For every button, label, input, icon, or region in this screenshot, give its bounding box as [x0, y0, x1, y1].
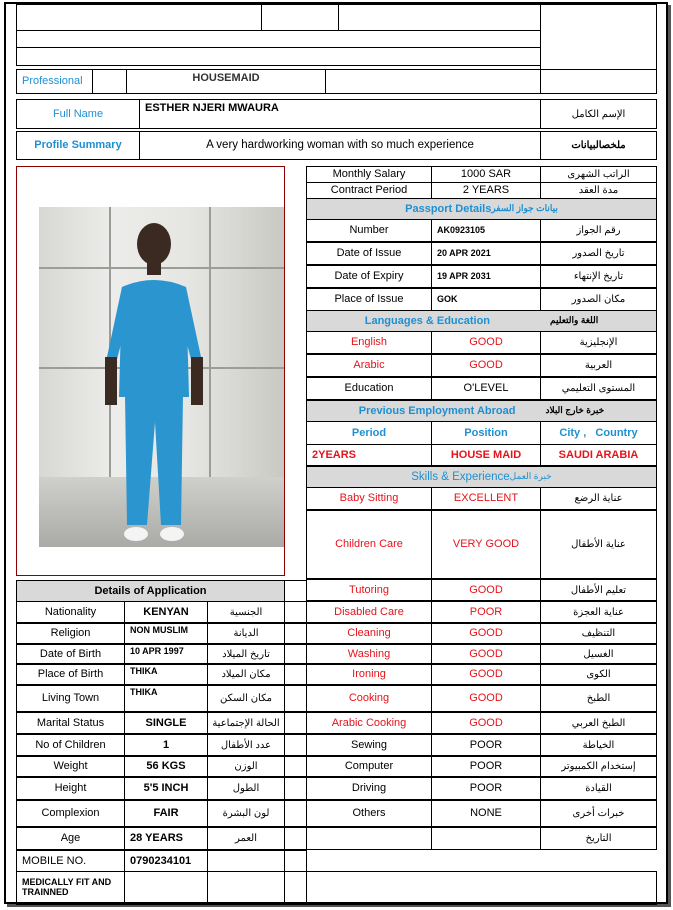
blank-cell [284, 644, 307, 664]
application-row-ar: مكان الميلاد [207, 664, 285, 685]
application-row-value: 28 YEARS [124, 827, 208, 850]
skill-row-label: Ironing [306, 664, 432, 685]
skills-header [306, 466, 657, 488]
blank-cell [284, 664, 307, 685]
employment-title-ar: خبرة خارج البلاد [545, 405, 605, 416]
skill-row-value: POOR [431, 756, 541, 777]
blank-cell [284, 712, 307, 734]
application-row-ar: عدد الأطفال [207, 734, 285, 756]
blank-cell [284, 800, 307, 827]
application-header: Details of Application [16, 580, 285, 602]
application-row-label: Age [16, 827, 125, 850]
full-name-value: ESTHER NJERI MWAURA [139, 99, 541, 129]
salary-value: 1000 SAR [431, 166, 541, 183]
skill-row-value: NONE [431, 800, 541, 827]
profile-summary-ar: ملخصالبيانات [540, 131, 657, 160]
blank-cell [284, 756, 307, 777]
blank-cell [284, 685, 307, 712]
languages-title-ar: اللغة والتعليم [550, 315, 599, 326]
passport-row-value: AK0923105 [431, 219, 541, 242]
application-row-label: Complexion [16, 800, 125, 827]
language-row-ar: الإنجليزية [540, 331, 657, 354]
passport-row-label: Place of Issue [306, 288, 432, 311]
application-row-ar: الجنسية [207, 601, 285, 623]
skill-row-ar: إستخدام الكمبيوتر [540, 756, 657, 777]
skill-row-ar: خبرات أخرى [540, 800, 657, 827]
profile-summary-value: A very hardworking woman with so much experience [139, 131, 541, 160]
skill-row-label: Others [306, 800, 432, 827]
skill-row-ar: الكوى [540, 664, 657, 685]
application-row-label: Place of Birth [16, 664, 125, 685]
language-row-label: Arabic [306, 354, 432, 377]
application-row-label: Marital Status [16, 712, 125, 734]
skill-row-ar: الطبخ [540, 685, 657, 712]
applicant-photo [39, 207, 284, 547]
skill-row-ar: عناية العجزة [540, 601, 657, 623]
skill-row-label: Tutoring [306, 579, 432, 601]
passport-row-label: Number [306, 219, 432, 242]
skill-row-value: GOOD [431, 685, 541, 712]
full-name-label: Full Name [16, 99, 140, 129]
skill-row-ar: عناية الأطفال [540, 510, 657, 579]
skill-row-label: Cleaning [306, 623, 432, 644]
blank-cell [284, 580, 307, 602]
passport-title-ar: بيانات جواز السفر [491, 203, 558, 214]
skill-row-value: GOOD [431, 664, 541, 685]
skill-row-value: EXCELLENT [431, 487, 541, 510]
skill-row-value: POOR [431, 777, 541, 800]
blank-cell [338, 4, 541, 31]
skill-row-ar: التنظيف [540, 623, 657, 644]
skill-row-value: GOOD [431, 579, 541, 601]
blank-cell [207, 871, 285, 905]
blank-cell [284, 827, 307, 850]
passport-row-value: 19 APR 2031 [431, 265, 541, 288]
blank-cell [284, 623, 307, 644]
professional-label: Professional [16, 69, 93, 94]
skills-title-ar: خبرة العمل [509, 471, 552, 482]
employment-position: HOUSE MAID [431, 444, 541, 466]
profile-summary-label: Profile Summary [16, 131, 140, 160]
blank-cell [16, 47, 541, 66]
skill-row-label: Driving [306, 777, 432, 800]
application-row-value: FAIR [124, 800, 208, 827]
languages-title: Languages & Education [364, 314, 491, 327]
skill-row-ar: الغسيل [540, 644, 657, 664]
skill-row-value: GOOD [431, 712, 541, 734]
application-row-value: KENYAN [124, 601, 208, 623]
passport-header [306, 198, 657, 220]
employment-header [306, 400, 657, 422]
passport-row-value: 20 APR 2021 [431, 242, 541, 265]
blank-cell [92, 69, 127, 94]
application-row-value: 10 APR 1997 [124, 644, 208, 664]
employment-period: 2YEARS [306, 444, 432, 466]
skill-row-value: POOR [431, 601, 541, 623]
skill-row-label: Sewing [306, 734, 432, 756]
application-row-label: Living Town [16, 685, 125, 712]
blank-cell [284, 601, 307, 623]
application-row-label: Date of Birth [16, 644, 125, 664]
skill-row-ar: الطبخ العربي [540, 712, 657, 734]
language-row-value: GOOD [431, 331, 541, 354]
application-row-ar: العمر [207, 827, 285, 850]
application-row-label: Weight [16, 756, 125, 777]
skill-row-value: GOOD [431, 623, 541, 644]
passport-row-ar: تاريخ الإنتهاء [540, 265, 657, 288]
skill-row-label: Disabled Care [306, 601, 432, 623]
language-row-ar: المستوى التعليمي [540, 377, 657, 400]
mobile-value: 0790234101 [124, 850, 208, 872]
skills-title: Skills & Experience [411, 470, 510, 483]
salary-ar: الراتب الشهرى [540, 166, 657, 183]
blank-cell [16, 30, 541, 48]
skill-row-value: POOR [431, 734, 541, 756]
language-row-label: Education [306, 377, 432, 400]
application-row-ar: الوزن [207, 756, 285, 777]
person-figure [39, 207, 284, 547]
skill-row-value: VERY GOOD [431, 510, 541, 579]
employment-col-period: Period [306, 421, 432, 445]
skill-row-value: GOOD [431, 644, 541, 664]
application-row-value: SINGLE [124, 712, 208, 734]
language-row-ar: العربية [540, 354, 657, 377]
application-row-ar: الحالة الإجتماعية [207, 712, 285, 734]
skill-row-label [306, 827, 432, 850]
employment-col-city: City , Country [540, 421, 657, 445]
application-row-ar: لون البشرة [207, 800, 285, 827]
skill-row-label: Washing [306, 644, 432, 664]
skill-row-label: Arabic Cooking [306, 712, 432, 734]
passport-row-value: GOK [431, 288, 541, 311]
language-row-label: English [306, 331, 432, 354]
application-row-value: THIKA [124, 685, 208, 712]
application-row-label: Nationality [16, 601, 125, 623]
employment-col-position: Position [431, 421, 541, 445]
period-label: Contract Period [306, 182, 432, 199]
application-row-value: 56 KGS [124, 756, 208, 777]
period-value: 2 YEARS [431, 182, 541, 199]
passport-row-ar: تاريخ الصدور [540, 242, 657, 265]
passport-row-ar: مكان الصدور [540, 288, 657, 311]
employment-country: SAUDI ARABIA [540, 444, 657, 466]
blank-cell [16, 4, 262, 31]
application-row-label: No of Children [16, 734, 125, 756]
skill-row-ar: التاريخ [540, 827, 657, 850]
application-row-ar: الديانة [207, 623, 285, 644]
full-name-ar: الإسم الكامل [540, 99, 657, 129]
language-row-value: GOOD [431, 354, 541, 377]
skill-row-ar: تعليم الأطفال [540, 579, 657, 601]
skill-row-ar: الخياطة [540, 734, 657, 756]
skill-row-label: Computer [306, 756, 432, 777]
blank-cell [284, 734, 307, 756]
languages-header [306, 310, 657, 332]
logo-cell [540, 4, 657, 70]
passport-row-label: Date of Expiry [306, 265, 432, 288]
blank-cell [284, 850, 307, 872]
period-ar: مدة العقد [540, 182, 657, 199]
language-row-value: O'LEVEL [431, 377, 541, 400]
blank-cell [325, 69, 541, 94]
passport-title: Passport Details [405, 202, 492, 215]
skill-row-value [431, 827, 541, 850]
skill-row-label: Children Care [306, 510, 432, 579]
application-row-value: THIKA [124, 664, 208, 685]
application-row-ar: تاريخ الميلاد [207, 644, 285, 664]
blank-cell [306, 871, 657, 905]
skill-row-ar: القيادة [540, 777, 657, 800]
application-row-label: Height [16, 777, 125, 800]
blank-cell [124, 871, 208, 905]
application-row-ar: الطول [207, 777, 285, 800]
application-row-label: Religion [16, 623, 125, 644]
mobile-label: MOBILE NO. [16, 850, 125, 872]
employment-title: Previous Employment Abroad [358, 404, 516, 417]
blank-cell [207, 850, 285, 872]
blank-cell [284, 777, 307, 800]
application-row-value: NON MUSLIM [124, 623, 208, 644]
profession-value: HOUSEMAID [126, 69, 326, 94]
passport-row-ar: رقم الجواز [540, 219, 657, 242]
medical-status: MEDICALLY FIT AND TRAINNED [16, 871, 125, 905]
application-row-value: 5'5 INCH [124, 777, 208, 800]
blank-cell [540, 69, 657, 94]
blank-cell [261, 4, 339, 31]
skill-row-label: Baby Sitting [306, 487, 432, 510]
application-row-value: 1 [124, 734, 208, 756]
skill-row-ar: عناية الرضع [540, 487, 657, 510]
skill-row-label: Cooking [306, 685, 432, 712]
passport-row-label: Date of Issue [306, 242, 432, 265]
application-row-ar: مكان السكن [207, 685, 285, 712]
salary-label: Monthly Salary [306, 166, 432, 183]
blank-cell [284, 871, 307, 905]
